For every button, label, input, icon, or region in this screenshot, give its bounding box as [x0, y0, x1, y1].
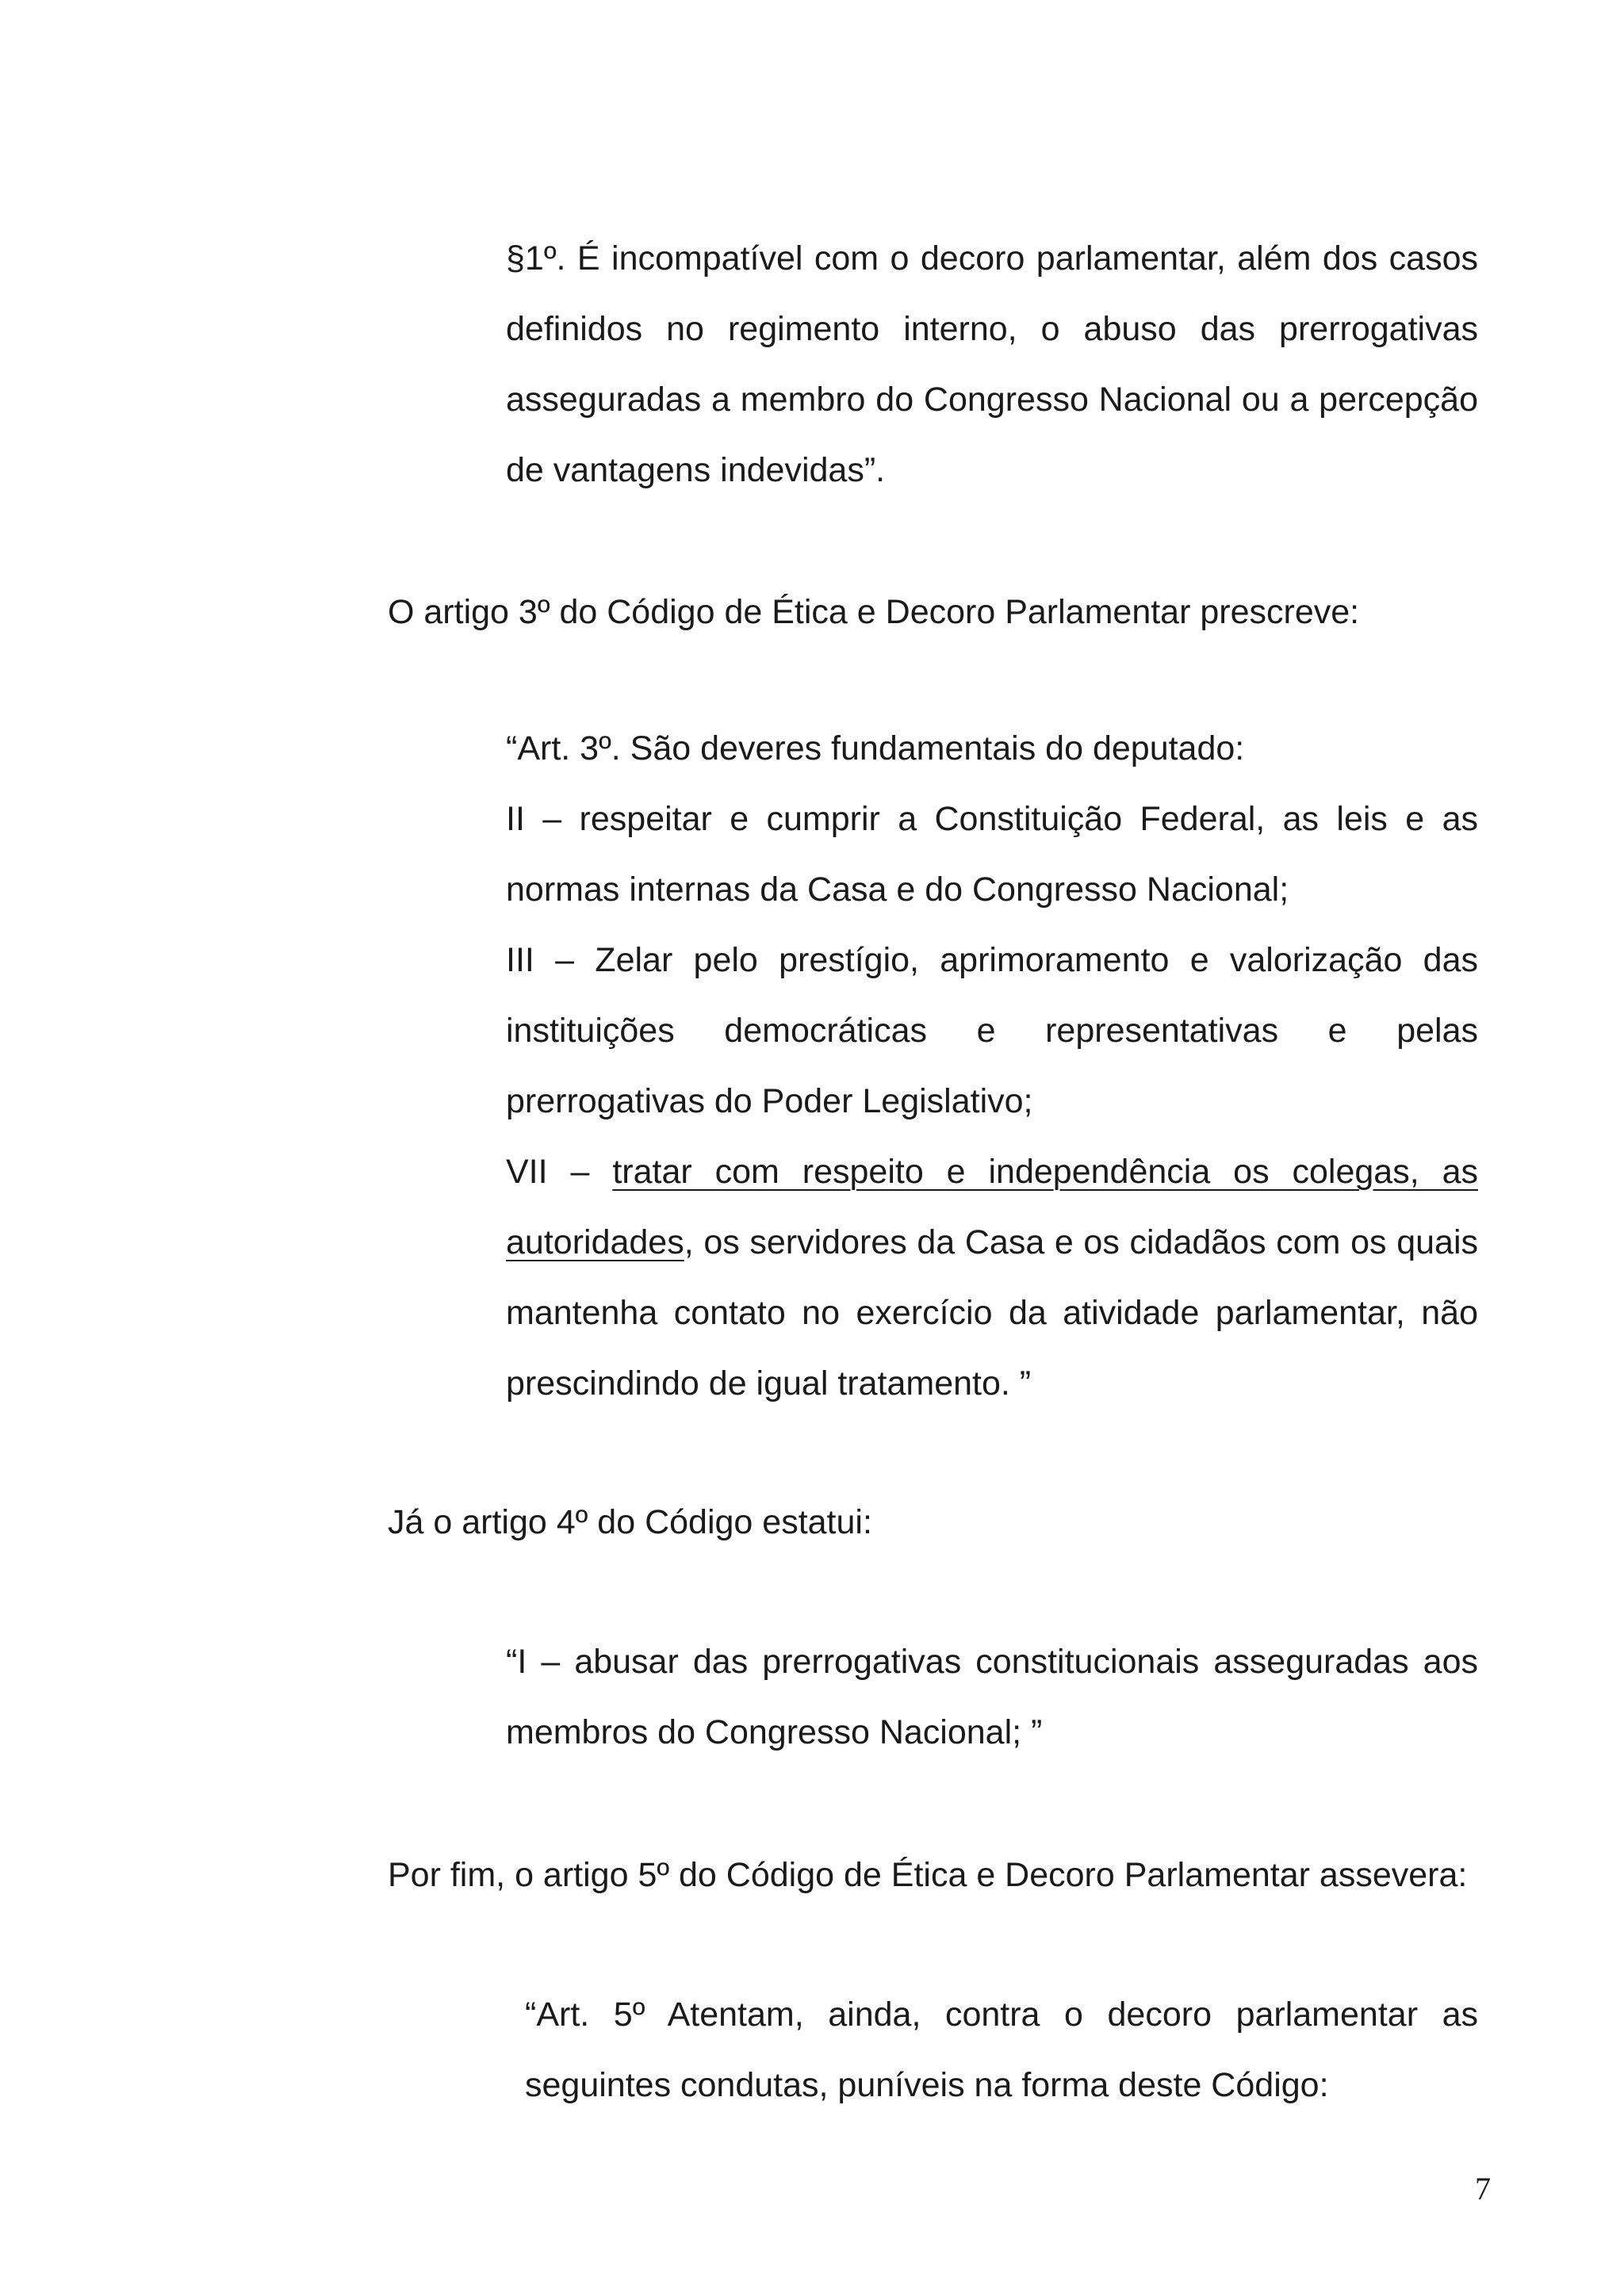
- paragraph-section-1-text: §1º. É incompatível com o decoro parlamentar, além dos casos definidos no regimento interno, o abuso das prerrogativas asseguradas a membro do Congresso Nacional ou a percepção de vantagens indevidas”.: [506, 239, 1478, 489]
- intro-article-3: [388, 577, 1498, 648]
- article-3-item-vii: [506, 1137, 1478, 1419]
- page-number: 7: [1475, 2171, 1491, 2206]
- article-3-item-vii-underlined: tratar com respeito e independência os colegas, as autoridades: [506, 1153, 1478, 1261]
- intro-article-3-text: O artigo 3º do Código de Ética e Decoro Parlamentar prescreve:: [388, 593, 1360, 631]
- article-3-item-vii-prefix: VII –: [506, 1153, 613, 1191]
- article-4-quote: [506, 1627, 1478, 1768]
- article-3-quote: [506, 714, 1478, 1419]
- intro-article-4-text: Já o artigo 4º do Código estatui:: [388, 1503, 872, 1541]
- intro-article-5-text: Por fim, o artigo 5º do Código de Ética e Decoro Parlamentar assevera:: [388, 1856, 1468, 1894]
- paragraph-section-1: [506, 224, 1478, 506]
- article-3-item-vii-rest: , os servidores da Casa e os cidadãos com os quais mantenha contato no exercício da atividade parlamentar, não prescindindo de igual tratamento. ”: [506, 1223, 1478, 1402]
- article-3-item-iii: III – Zelar pelo prestígio, aprimoramento e valorização das instituições democráticas e representativas e pelas prerrogativas do Poder Legislativo;: [506, 941, 1478, 1120]
- article-5-quote-text: “Art. 5º Atentam, ainda, contra o decoro parlamentar as seguintes condutas, puníveis na forma deste Código:: [525, 1996, 1478, 2104]
- intro-article-5: [388, 1840, 1498, 1911]
- article-4-quote-text: “I – abusar das prerrogativas constitucionais asseguradas aos membros do Congresso Nacional; ”: [506, 1643, 1478, 1751]
- article-5-quote: [525, 1980, 1478, 2121]
- article-3-heading: “Art. 3º. São deveres fundamentais do deputado:: [506, 729, 1245, 767]
- intro-article-4: [388, 1487, 1498, 1558]
- article-3-item-ii: II – respeitar e cumprir a Constituição Federal, as leis e as normas internas da Casa e do Congresso Nacional;: [506, 800, 1478, 909]
